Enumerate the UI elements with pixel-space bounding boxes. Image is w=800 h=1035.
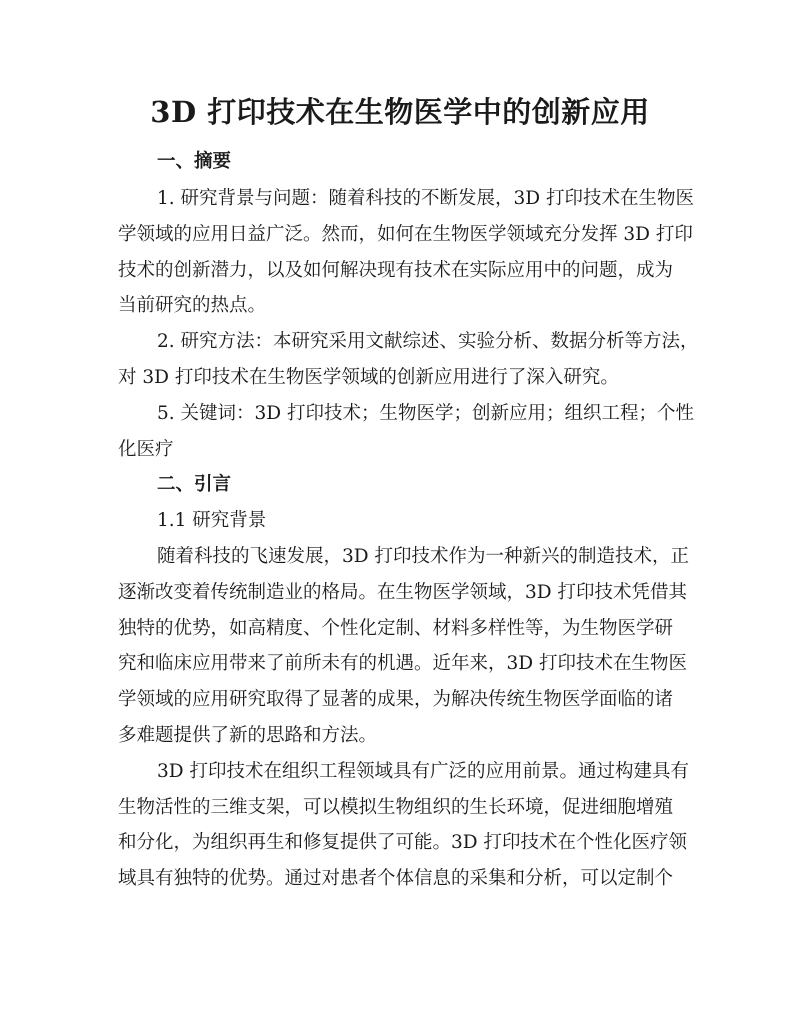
introduction-p1-line-6: 多难题提供了新的思路和方法。 (118, 725, 378, 746)
abstract-p1-line-4: 当前研究的热点。 (118, 295, 267, 316)
introduction-p2-line-4: 域具有独特的优势。通过对患者个体信息的采集和分析，可以定制个 (118, 868, 674, 889)
introduction-p2-line-3: 和分化，为组织再生和修复提供了可能。3D 打印技术在个性化医疗领 (118, 832, 687, 853)
document-title: 3D 打印技术在生物医学中的创新应用 (150, 95, 650, 129)
abstract-heading: 一、摘要 (157, 151, 232, 172)
abstract-p1-line-1: 1. 研究背景与问题：随着科技的不断发展，3D 打印技术在生物医 (157, 188, 695, 209)
abstract-p1-line-3: 技术的创新潜力，以及如何解决现有技术在实际应用中的问题，成为 (118, 260, 674, 281)
introduction-p2-line-2: 生物活性的三维支架，可以模拟生物组织的生长环境，促进细胞增殖 (118, 797, 674, 818)
abstract-p3-line-1: 5. 关键词：3D 打印技术；生物医学；创新应用；组织工程；个性 (157, 403, 695, 424)
introduction-p2-line-1: 3D 打印技术在组织工程领域具有广泛的应用前景。通过构建具有 (157, 761, 689, 782)
introduction-p1-line-2: 逐渐改变着传统制造业的格局。在生物医学领域，3D 打印技术凭借其 (118, 582, 687, 603)
introduction-p1-line-5: 学领域的应用研究取得了显著的成果，为解决传统生物医学面临的诸 (118, 689, 674, 710)
abstract-p3-line-2: 化医疗 (118, 439, 174, 460)
introduction-subheading: 1.1 研究背景 (157, 510, 267, 531)
introduction-p1-line-1: 随着科技的飞速发展，3D 打印技术作为一种新兴的制造技术，正 (157, 546, 689, 567)
introduction-heading: 二、引言 (157, 474, 232, 495)
abstract-p2-line-2: 对 3D 打印技术在生物医学领域的创新应用进行了深入研究。 (118, 367, 619, 388)
abstract-p2-line-1: 2. 研究方法：本研究采用文献综述、实验分析、数据分析等方法， (157, 331, 699, 352)
abstract-p1-line-2: 学领域的应用日益广泛。然而，如何在生物医学领域充分发挥 3D 打印 (118, 224, 693, 245)
introduction-p1-line-4: 究和临床应用带来了前所未有的机遇。近年来，3D 打印技术在生物医 (118, 653, 687, 674)
introduction-p1-line-3: 独特的优势，如高精度、个性化定制、材料多样性等，为生物医学研 (118, 618, 674, 639)
